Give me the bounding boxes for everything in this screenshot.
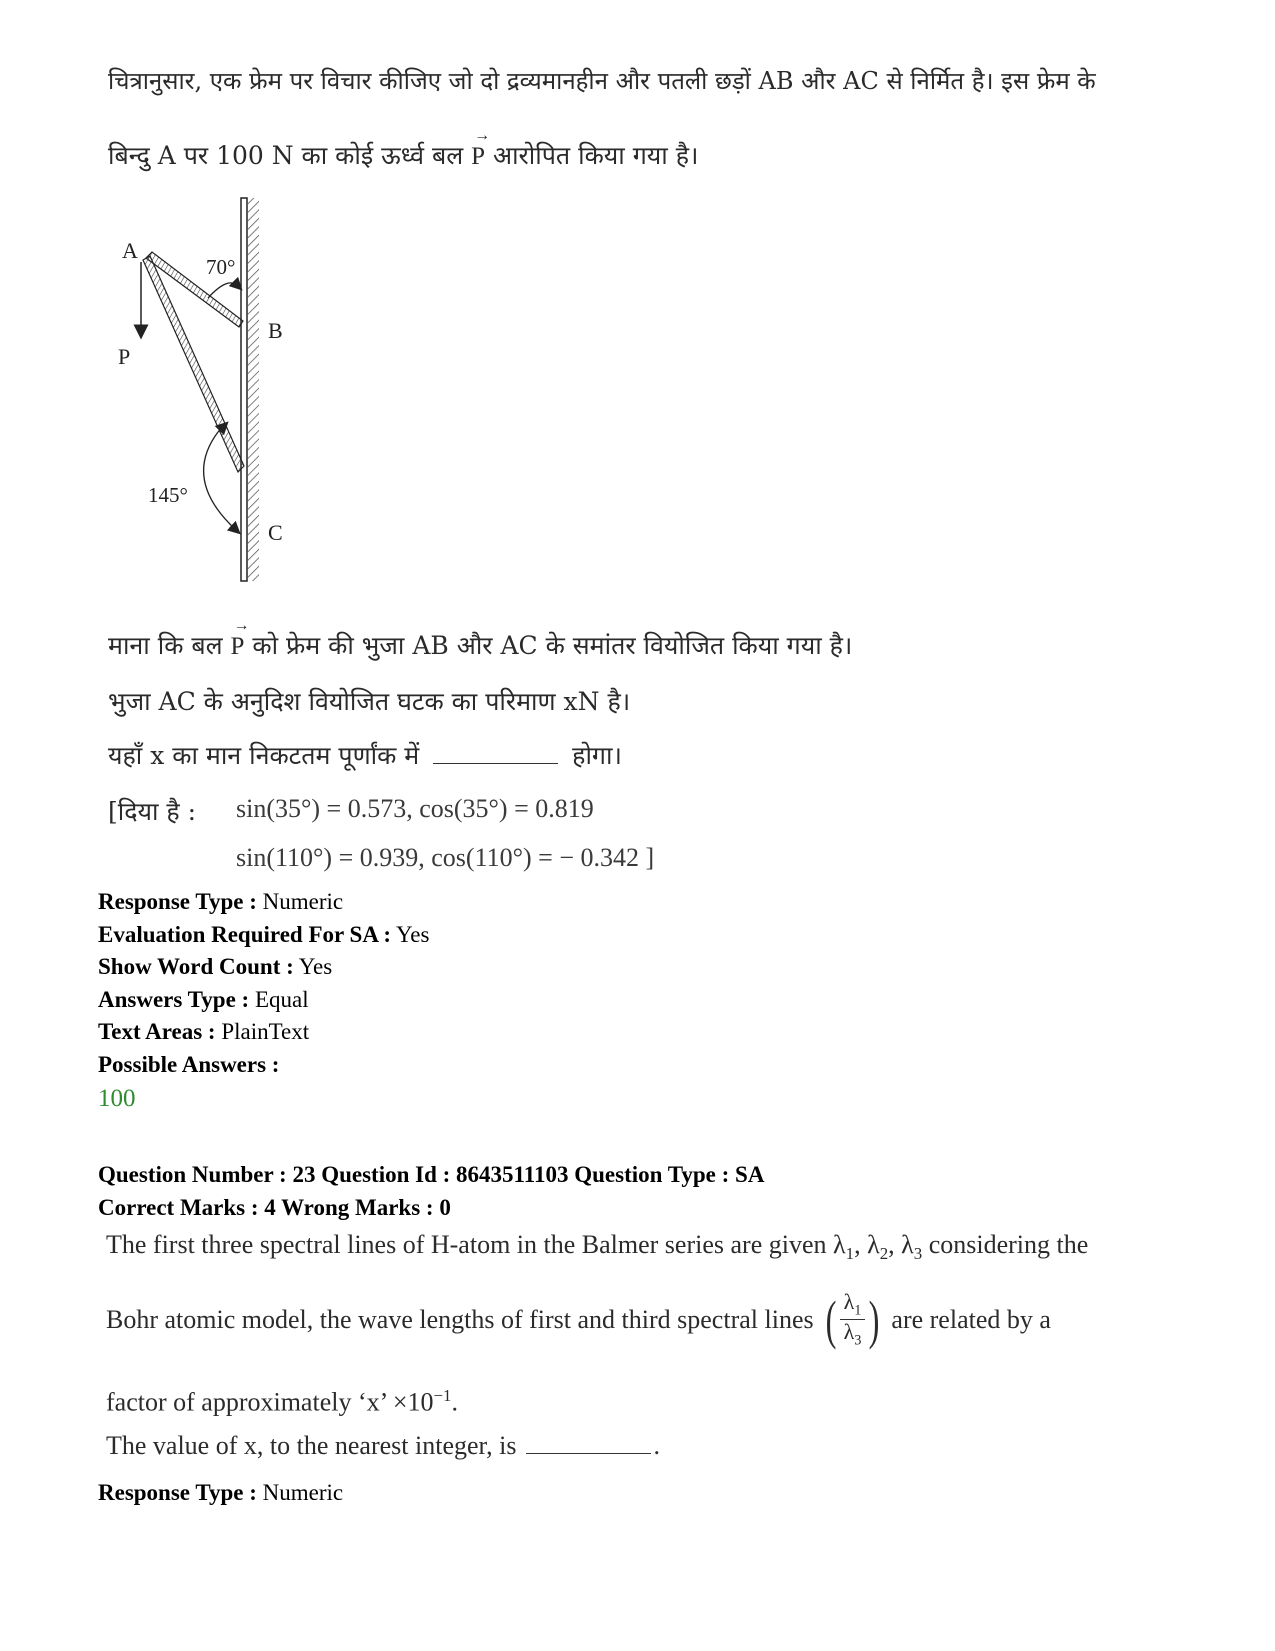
q22-text-line1 [108,64,1096,97]
given-label [108,794,196,828]
meta-label: Response Type : [98,889,257,914]
q23-line3 [106,1386,458,1418]
q23-line4 [106,1431,660,1461]
num-lambda: λ [843,1289,855,1314]
answer-value: 100 [98,1085,136,1112]
fraction-numerator [840,1290,866,1320]
vector-p-letter-2: P [230,633,245,660]
q23-line2-pre: Bohr atomic model, the wave lengths of first and third spectral lines [106,1304,814,1334]
vector-p [471,127,491,171]
given-line1 [236,794,594,824]
q22-text-line4 [108,684,630,718]
den-lambda: λ [843,1319,855,1345]
q23-header-line1 [98,1162,764,1188]
q23-line2-post: are related by a [891,1304,1051,1334]
q23-line4-pre: The value of x, to the nearest integer, is [106,1431,517,1460]
q22-text-line2 [108,127,699,172]
given-line2-text: sin(110°) = 0.939, cos(110°) = − 0.342 ] [236,843,655,872]
q22-line5-pre: यहाँ x का मान निकटतम पूर्णांक में [108,741,420,770]
q22-line3-pre: माना कि बल [108,631,223,660]
label-b: B [268,318,283,343]
q22-line1-text: चित्रानुसार, एक फ्रेम पर विचार कीजिए जो दो द्रव्यमानहीन और पतली छड़ों AB और AC से निर्मित है। इस फ्रेम के [108,67,1096,95]
answer-blank-2 [526,1452,651,1454]
label-angle-145: 145° [148,483,188,507]
wall-hatching [247,198,259,581]
fraction-denominator [844,1320,862,1349]
meta-label: Answers Type : [98,987,250,1012]
meta-answers-type [98,987,309,1013]
q22-line2-pre: बिन्दु A पर 100 N का कोई ऊर्ध्व बल [108,141,464,170]
meta-value: Yes [396,922,430,947]
label-p: P [118,344,131,369]
num-sub: 1 [854,1302,862,1319]
q23-line2 [106,1290,1051,1349]
vector-arrow: → [474,127,491,144]
meta-value: Equal [254,987,309,1012]
meta-label: Possible Answers : [98,1052,280,1077]
vector-arrow-2: → [233,617,250,634]
q22-line5-post: होगा। [572,741,622,770]
sub-1: 1 [845,1244,855,1264]
meta-text-areas [98,1019,309,1045]
vector-p-letter: P [471,143,486,170]
possible-answer-value [98,1085,136,1113]
meta-value: Numeric [262,889,344,914]
q22-line3-post: को फ्रेम की भुजा AB और AC के समांतर वियोजित किया गया है। [252,631,853,660]
q23-line1 [106,1230,1088,1264]
q22-text-line3 [108,617,853,662]
meta-response-type-23 [98,1480,343,1506]
label-c: C [268,520,283,545]
lambda-ratio [840,1290,866,1349]
q23-header-line2 [98,1195,451,1221]
q23-marks-text: Correct Marks : 4 Wrong Marks : 0 [98,1195,451,1220]
meta-response-type [98,889,343,915]
q22-line4-text: भुजा AC के अनुदिश वियोजित घटक का परिमाण xN है। [108,687,631,716]
sub-2: 2 [879,1244,889,1264]
q23-header-text: Question Number : 23 Question Id : 8643511103 Question Type : SA [98,1162,765,1187]
frame-figure [100,190,320,590]
meta-show-word-count [98,954,332,980]
comma-2: , λ [888,1230,914,1259]
given-line2 [236,843,654,873]
meta-value: Yes [298,954,333,979]
meta-value: Numeric [262,1480,344,1505]
q22-line2-post: आरोपित किया गया है। [492,141,699,170]
paren-left: ( [825,1289,836,1350]
angle-70-arc [208,283,238,298]
paren-right: ) [869,1289,880,1350]
sub-3: 3 [913,1244,923,1264]
q23-line3-pre: factor of approximately ‘x’ ×10 [106,1387,434,1417]
meta-label: Response Type : [98,1480,257,1505]
comma-1: , λ [854,1230,880,1259]
q23-line3-post: . [451,1387,458,1417]
meta-label: Show Word Count : [98,954,294,979]
q22-text-line5 [108,738,622,772]
meta-value: PlainText [221,1019,310,1044]
meta-possible-answers [98,1052,279,1078]
q23-line1-pre: The first three spectral lines of H-atom in the Balmer series are given λ [106,1230,846,1259]
q23-line4-post: . [653,1431,660,1460]
exponent: −1 [433,1386,452,1405]
answer-blank [433,762,558,764]
den-sub: 3 [854,1332,862,1349]
meta-label: Text Areas : [98,1019,216,1044]
given-label-text: [दिया है : [108,797,197,826]
given-line1-text: sin(35°) = 0.573, cos(35°) = 0.819 [236,794,594,823]
q23-line1-post: considering the [922,1230,1089,1259]
vector-p-2 [230,617,250,661]
meta-label: Evaluation Required For SA : [98,922,392,947]
label-angle-70: 70° [206,255,236,279]
wall [241,198,247,581]
label-a: A [122,238,138,263]
meta-evaluation-required [98,922,429,948]
